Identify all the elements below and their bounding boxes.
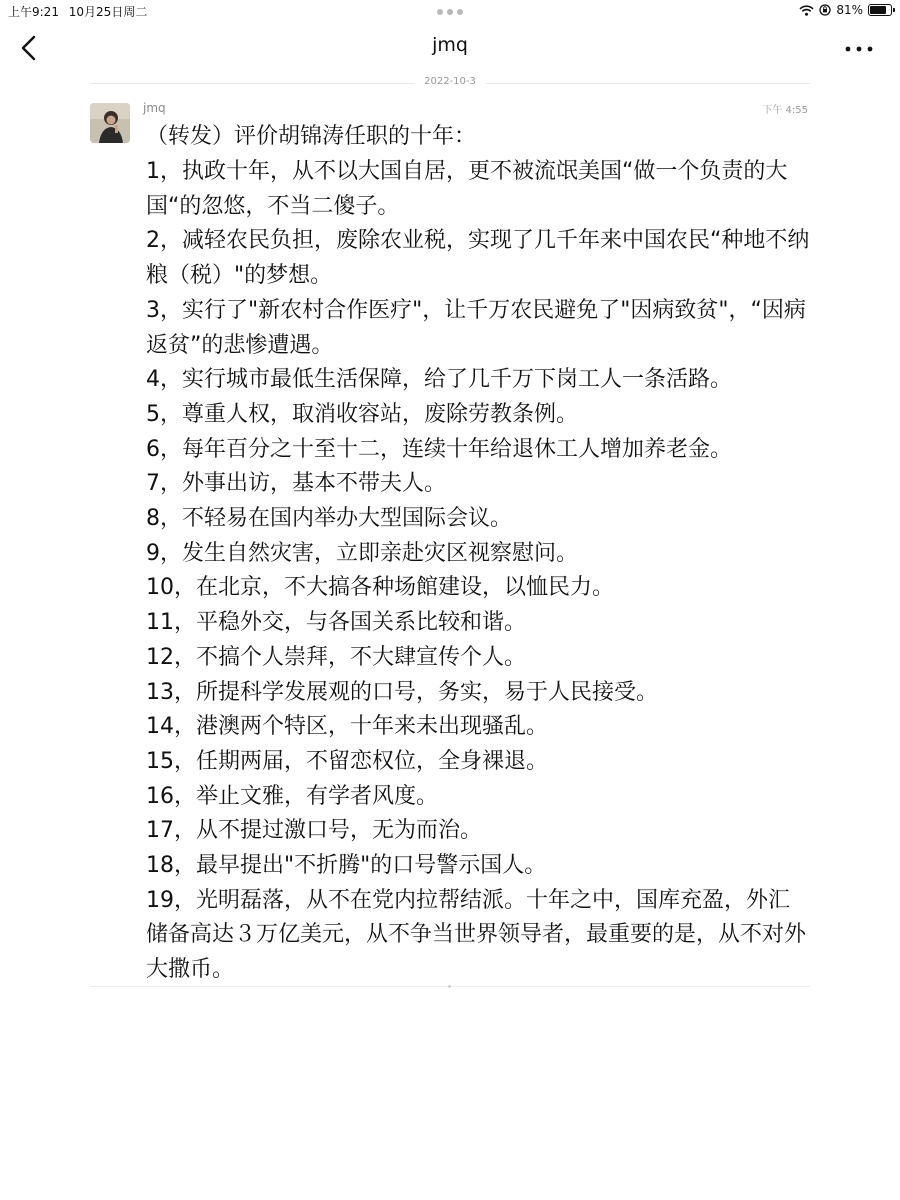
page-title: jmq: [432, 34, 468, 56]
multitasking-dots-icon[interactable]: [437, 9, 463, 15]
nav-bar: [0, 24, 900, 72]
avatar-image: [90, 103, 130, 143]
status-bar: [0, 0, 900, 24]
date-divider-text: 2022-10-3: [414, 76, 486, 87]
battery-icon: [868, 4, 892, 16]
bottom-divider: [90, 986, 810, 987]
battery-fill: [870, 6, 886, 14]
orientation-lock-icon: [819, 4, 831, 16]
battery-percent: 81%: [836, 3, 863, 17]
wifi-icon: [799, 5, 814, 16]
status-left: [8, 3, 153, 20]
avatar[interactable]: [90, 103, 130, 143]
status-date: 10月25日周二: [68, 5, 148, 19]
sender-name: jmq: [143, 101, 166, 115]
date-divider: [90, 76, 810, 90]
message-body: 1，执政十年，从不以大国自居，更不被流氓美国“做一个负责的大国“的忽悠，不当二傻子。 2，减轻农民负担，废除农业税，实现了几千年来中国农民“种地不纳粮（税）"的梦想。 3，实行了"新农村合作医疗"，让千万农民避免了"因病致贫"，“因病返贫”的悲惨遭遇。 4，实行城市最低生活保障，给了几千万下岗工人一条活路。 5，尊重人权，取消收容站，废除劳教条例。 6，每年百分之十至十二，连续十年给退休工人增加养老金。 7，外事出访，基本不带夫人。 8，不轻易在国内举办大型国际会议。 9，发生自然灾害，立即亲赴灾区视察慰问。 10，在北京，不大搞各种场館建设，以恤民力。 11，平稳外交，与各国关系比较和谐。 12，不搞个人崇拜，不大肆宣传个人。 13，所提科学发展观的口号，务实，易于人民接受。 14，港澳两个特区，十年来未出现骚乱。 15，任期两届，不留恋权位，全身裸退。 16，举止文雅，有学者风度。 17，从不提过激口号，无为而治。 18，最早提出"不折腾"的口号警示国人。 19，光明磊落，从不在党内拉帮结派。十年之中，国库充盈，外汇储备高达３万亿美元，从不争当世界领导者，最重要的是，从不对外大撒币。: [146, 159, 810, 983]
message-time: 下午 4:55: [762, 105, 808, 116]
more-button[interactable]: [842, 36, 876, 62]
message-title: （转发）评价胡锦涛任职的十年：: [146, 124, 477, 149]
more-horizontal-icon: [842, 36, 876, 62]
status-right: [799, 3, 892, 17]
status-time: 上午9:21: [8, 5, 59, 19]
